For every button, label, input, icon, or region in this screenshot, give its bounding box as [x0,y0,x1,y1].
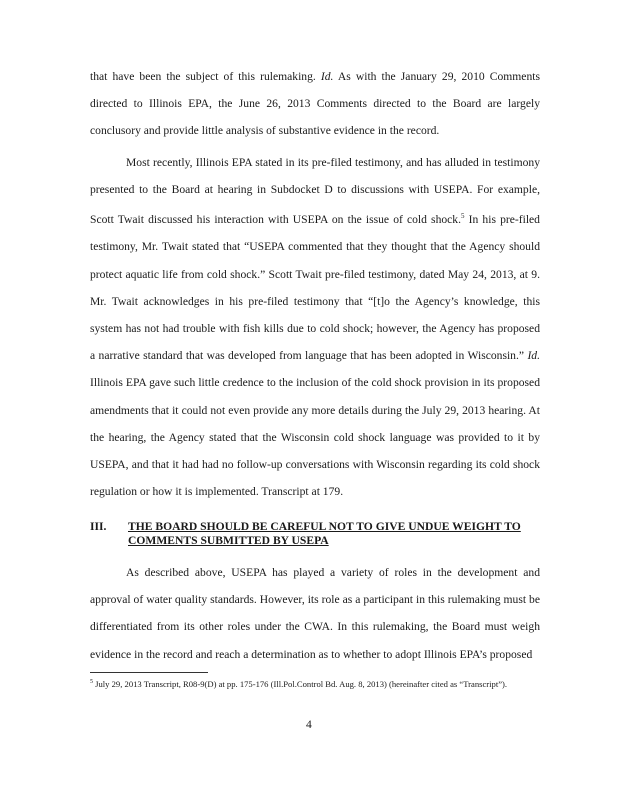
paragraph-3 [90,559,540,668]
footnote-reference: 5 [461,212,465,221]
paragraph-1-rest: As with the January 29, 2010 Comments directed to Illinois EPA, the June 26, 2013 Comments directed to the Board are largely conclusory and provide little analysis of substantive evidence in the record. [90,70,540,138]
paragraph-2-citation: Id. [527,349,540,363]
paragraph-2-part-c: Illinois EPA gave such little credence to the inclusion of the cold shock provision in its proposed amendments that it could not even provide any more details during the July 29, 2013 hearing. At the hearing, the Agency stated that the Wisconsin cold shock language was provided to it by USEPA, and that it had had no follow-up conversations with Wisconsin regarding its cold shock regulation or how it is implemented. Transcript at 179. [90,376,540,499]
footnote-text: July 29, 2013 Transcript, R08-9(D) at pp. 175-176 (Ill.Pol.Control Bd. Aug. 8, 2013) (hereinafter cited as “Transcript”). [95,678,508,689]
footnote [90,676,530,691]
footnote-divider [90,672,208,673]
paragraph-2-part-b: In his pre-filed testimony, Mr. Twait stated that “USEPA commented that they thought that the Agency should protect aquatic life from cold shock.” Scott Twait pre-filed testimony, dated May 24, 2013, at 9. Mr. Twait acknowledges in his pre-filed testimony that “[t]o the Agency’s knowledge, this system has not had trouble with fish kills due to cold shock; however, the Agency has proposed a narrative standard that was developed from language that has been adopted in Wisconsin.” [90,213,540,363]
section-title: THE BOARD SHOULD BE CAREFUL NOT TO GIVE UNDUE WEIGHT TO COMMENTS SUBMITTED BY USEPA [128,520,521,547]
paragraph-1-citation: Id. [320,70,334,83]
paragraph-2 [90,149,540,506]
paragraph-2-part-a: Most recently, Illinois EPA stated in its pre-filed testimony, and has alluded in testimony presented to the Board at hearing in Subdocket D to discussions with USEPA. For example, Scott Twait discussed his interaction with USEPA on the issue of cold shock. [90,156,540,227]
paragraph-3-text: As described above, USEPA has played a variety of roles in the development and approval of water quality standards. However, its role as a participant in this rulemaking must be differentiated from its other roles under the CWA. In this rulemaking, the Board must weigh evidence in the record and reach a determination as to whether to adopt Illinois EPA’s proposed [90,566,540,661]
paragraph-1 [90,63,540,145]
paragraph-1-text: that have been the subject of this rulemaking. [90,70,316,83]
page-number: 4 [306,718,312,731]
section-number: III. [90,520,107,533]
footnote-marker: 5 [90,679,93,685]
